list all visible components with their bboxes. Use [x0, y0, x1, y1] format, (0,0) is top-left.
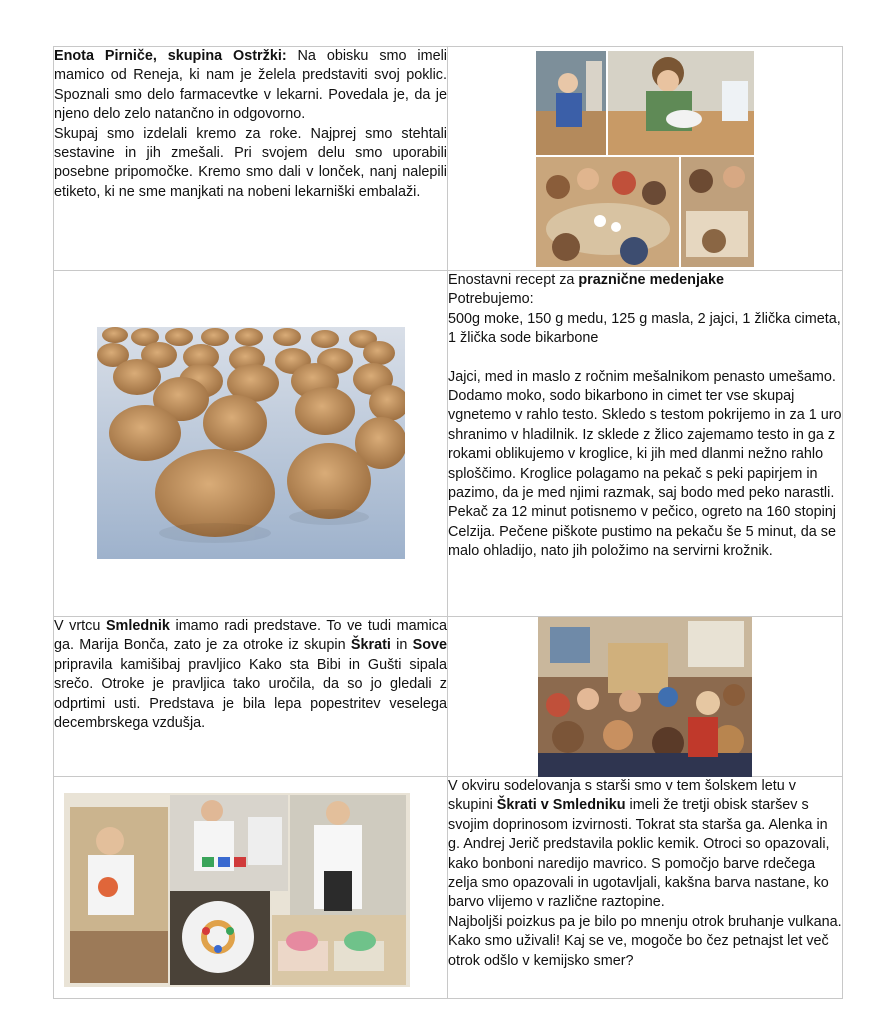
paragraph: Najboljši poizkus pa je bilo po mnenju otrok bruhanje vulkana.: [448, 913, 842, 930]
paragraph: [54, 617, 447, 733]
blank-line: [448, 349, 842, 368]
paragraph-text: V okviru sodelovanja s starši smo v tem šolskem letu v skupini: [448, 778, 796, 814]
paragraph: 500g moke, 150 g medu, 125 g masla, 2 jajci, 1 žlička cimeta, 1 žlička sode bikarbone: [448, 310, 841, 347]
paragraph: [54, 47, 447, 125]
photo-cell-puppet-show: [448, 617, 843, 777]
paragraph-text: V vrtcu: [54, 618, 106, 634]
bold-text: Škrati: [350, 637, 391, 654]
recipe-title: praznične medenjake: [578, 272, 724, 288]
photo-cell-chemist: [54, 777, 448, 999]
paragraph: [448, 271, 842, 290]
paragraph: Skupaj smo izdelali kremo za roke. Najprej smo stehtali sestavine in jih zmešali. Pri svojem delu smo uporabili posebne pripomočke. Kremo smo dali v lonček, nanj nalepili etiketo, ki ne sme manjkati na nobeni lekarniški embalaži.: [54, 125, 447, 200]
text-cell-chemist: [448, 777, 843, 999]
paragraph: [448, 777, 842, 913]
recipe-intro: Enostavni recept za: [448, 272, 579, 288]
table-row: [54, 271, 843, 617]
photo-cookies: [97, 327, 405, 559]
heading-bold: Enota Pirniče, skupina Ostržki:: [54, 48, 287, 64]
table-row: [54, 47, 843, 271]
table-row: [54, 777, 843, 999]
text-cell-pharmacist: [54, 47, 448, 271]
photo-collage-pharmacist: [536, 51, 754, 267]
bold-text: Smlednik: [105, 618, 170, 634]
photo-puppet-show: [538, 617, 752, 777]
paragraph-text: Na obisku smo imeli mamico od Reneja, ki nam je želela predstaviti svoj poklic. Spoznali smo delo farmacevtke v lekarni. Povedala je, da je njeno delo zelo natančno in odgovorno.: [54, 48, 447, 123]
text-cell-recipe: [448, 271, 843, 617]
bold-text: Škrati v Smledniku: [496, 797, 626, 814]
paragraph: Potrebujemo:: [448, 291, 534, 308]
paragraph: Kako smo uživali! Kaj se ve, mogoče bo čez petnajst let več otrok odšlo v kemijsko smer?: [448, 933, 829, 969]
photo-cell-cookies: [54, 271, 448, 617]
photo-cell-pharmacist: [448, 47, 843, 271]
paragraph-text: pripravila kamišibaj pravljico Kako sta Bibi in Gušti sipala srečo. Otroke je pravljica tako uročila, da so jo gledali z odprtimi usti. Predstava je bila lepa popestritev veselega decembrskega vzdušja.: [54, 656, 447, 732]
table-row: [54, 617, 843, 777]
paragraph: Jajci, med in maslo z ročnim mešalnikom penasto umešamo. Dodamo moko, sodo bikarbono in cimet ter vse skupaj vgnetemo v rahlo testo. Skledo s testom pokrijemo in za 1 uro shranimo v hladilnik. Iz sklede z žlico zajemamo testo in ga z rokami oblikujemo v kroglice, ki jih med dlanmi nežno rahlo sploščimo. Kroglice polagamo na pekač s peki papirjem in pazimo, da je med njimi razmak, saj bodo med peko narastli. Pekač za 12 minut potisnemo v pečico, ogreto na 160 stopinj Celzija. Pečene piškote pustimo na pekaču še 5 minut, da se malo ohladijo, nato jih položimo na servirni krožnik.: [448, 368, 842, 560]
text-cell-puppet-show: [54, 617, 448, 777]
bold-text: Sove: [412, 637, 447, 654]
paragraph-text: in: [390, 637, 413, 654]
paragraph-text: imamo radi predstave. To ve tudi mamica ga. Marija Bonča, zato je za otroke iz skupin: [54, 618, 448, 654]
paragraph-text: imeli že tretji obisk staršev s svojim doprinosom izvirnosti. Tokrat sta starša ga. Alenka in g. Andrej Jerič predstavila poklic kemik. Otroci so opazovali, kako bonboni naredijo mavrico. S pomočjo barve rdečega zelja smo opazovali in ugotavljali, kakšna barva nastane, ko barvo vlijemo v različne raztopine.: [448, 797, 830, 911]
photo-collage-chemist: [62, 791, 412, 989]
content-table: [53, 46, 843, 999]
